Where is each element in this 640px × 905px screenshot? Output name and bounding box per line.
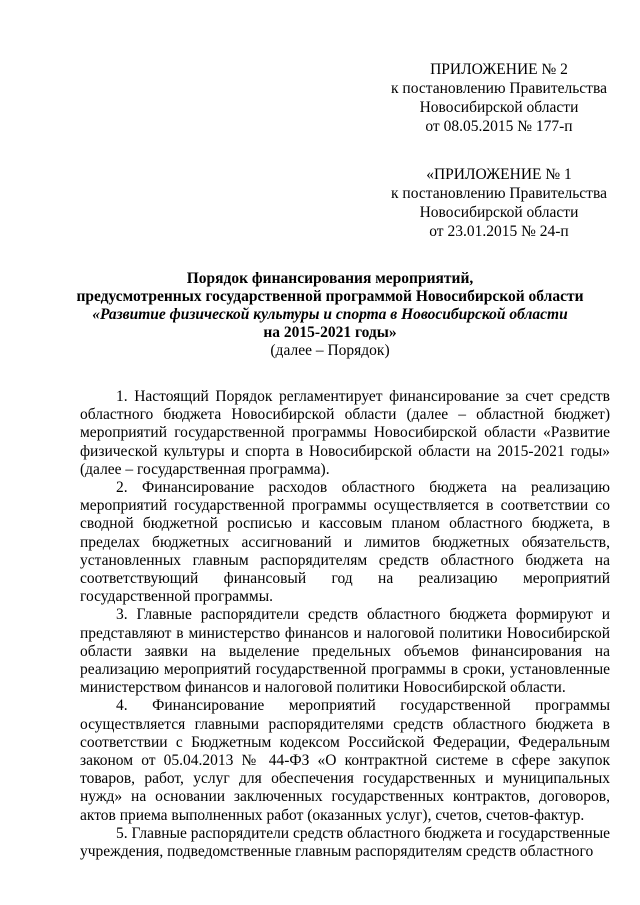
paragraph-4: 4. Финансирование мероприятий государственной программы осуществляется главными распорядителями средств областного бюджета в соответствии с Бюджетным кодексом Российской Федерации, Федеральным законом от 05.04.2013 № 44-ФЗ «О контрактной системе в сфере закупок товаров, работ, услуг для обеспечения государственных и муниципальных нужд» на основании заключенных государственных контрактов, договоров, актов приема выполненных работ (оказанных услуг), счетов, счетов-фактур. <box>80 697 610 824</box>
document-body <box>80 388 610 861</box>
paragraph-3: 3. Главные распорядители средств областного бюджета формируют и представляют в министерство финансов и налоговой политики Новосибирской области заявки на выделение предельных объемов финансирования на реализацию мероприятий государственной программы в сроки, установленные министерством финансов и налоговой политики Новосибирской области. <box>80 606 610 697</box>
document-title-line-4: на 2015-2021 годы» <box>263 324 397 341</box>
paragraph-2: 2. Финансирование расходов областного бюджета на реализацию мероприятий государственной программы осуществляется в соответствии со сводной бюджетной росписью и кассовым планом областного бюджета, в пределах бюджетных ассигнований и лимитов бюджетных обязательств, установленных главным распорядителям средств областного бюджета на соответствующий финансовый год на реализацию мероприятий государственной программы. <box>80 479 610 606</box>
appendix-1-line-1: к постановлению Правительства <box>391 185 607 202</box>
document-title-line-1: Порядок финансирования мероприятий, <box>186 270 474 287</box>
appendix-2-line-1: к постановлению Правительства <box>391 80 607 97</box>
appendix-2-line-2: Новосибирской области <box>419 99 579 116</box>
appendix-1-line-2: Новосибирской области <box>419 204 579 221</box>
document-title-line-3: «Развитие физической культуры и спорта в Новосибирской области <box>92 306 568 323</box>
appendix-2-line-3: от 08.05.2015 № 177-п <box>425 118 573 135</box>
appendix-1-header <box>374 165 624 241</box>
document-title <box>60 270 600 360</box>
appendix-1-line-3: от 23.01.2015 № 24-п <box>429 223 569 240</box>
document-subtitle: (далее – Порядок) <box>270 342 390 359</box>
appendix-2-header <box>374 60 624 136</box>
paragraph-5: 5. Главные распорядители средств областного бюджета и государственные учреждения, подведомственные главным распорядителям средств областного <box>80 824 610 861</box>
document-title-line-2: предусмотренных государственной программой Новосибирской области <box>76 288 584 305</box>
paragraph-1: 1. Настоящий Порядок регламентирует финансирование за счет средств областного бюджета Новосибирской области (далее – областной бюджет) мероприятий государственной программы Новосибирской области «Развитие физической культуры и спорта в Новосибирской области на 2015-2021 годы» (далее – государственная программа). <box>80 388 610 478</box>
appendix-2-title: ПРИЛОЖЕНИЕ № 2 <box>430 61 568 78</box>
appendix-1-title: «ПРИЛОЖЕНИЕ № 1 <box>426 166 572 183</box>
